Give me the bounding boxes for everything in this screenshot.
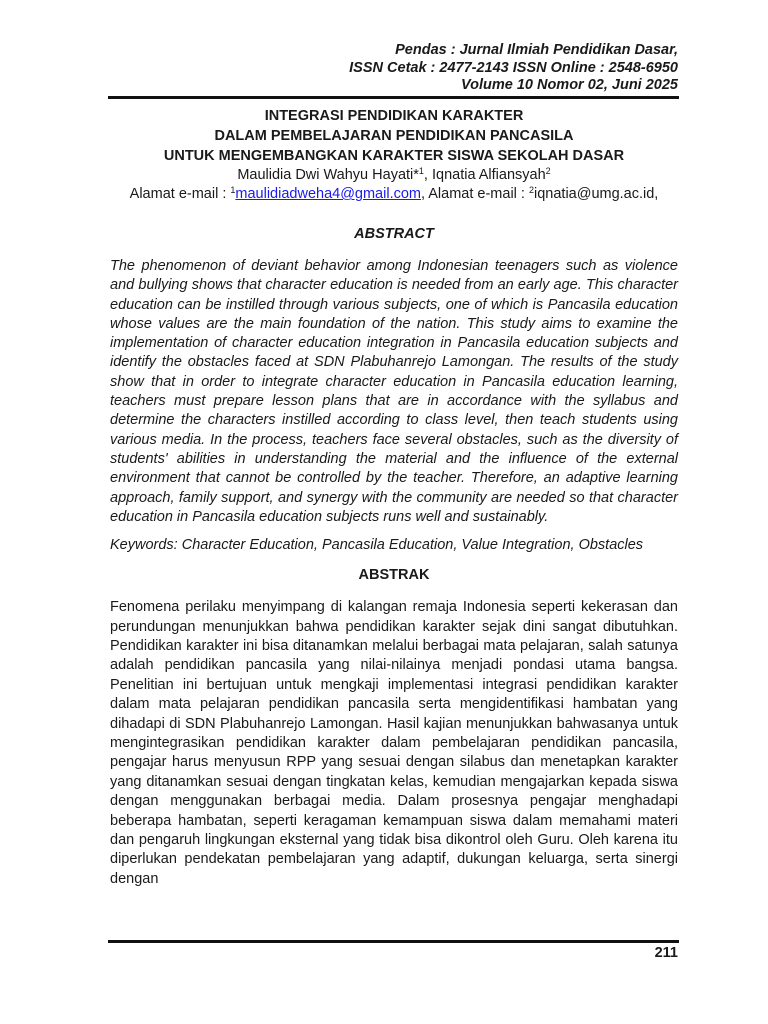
email-1-affiliation: 1 <box>230 185 236 195</box>
email-1-link[interactable]: maulidiadweha4@gmail.com <box>235 186 421 202</box>
journal-issn: ISSN Cetak : 2477-2143 ISSN Online : 2548-6950 <box>349 59 678 76</box>
abstract-body: The phenomenon of deviant behavior among Indonesian teenagers such as violence and bullying shows that character education is needed from an early age. This character education can be instilled through various subjects, one of which is Pancasila education whose values are the main foundation of the nation. This study aims to examine the implementation of character education integration in Pancasila education subjects and identify the obstacles faced at SDN Plabuhanrejo Lamongan. The results of the study show that in order to integrate character education in Pancasila education learning, teachers must prepare lesson plans that are in accordance with the syllabus and determine the characters instilled according to class level, then teach students using various media. In the process, teachers face several obstacles, such as the diversity of students' abilities in understanding the material and the influence of the external environment that cannot be controlled by the teacher. Therefore, an adaptive learning approach, family support, and synergy with the community are needed so that character education in Pancasila education subjects runs well and sustainably. <box>110 258 678 525</box>
author-separator: , <box>423 167 432 183</box>
journal-header <box>349 42 678 95</box>
email-1-label: Alamat e-mail : <box>129 186 231 202</box>
title-line-3: UNTUK MENGEMBANGKAN KARAKTER SISWA SEKOLAH DASAR <box>163 148 625 164</box>
abstrak-heading: ABSTRAK <box>358 567 430 584</box>
author-1-name: Maulidia Dwi Wahyu Hayati* <box>237 167 419 183</box>
author-2-name: Iqnatia Alfiansyah <box>431 167 546 183</box>
title-line-2: DALAM PEMBELAJARAN PENDIDIKAN PANCASILA <box>214 128 574 144</box>
author-emails <box>110 185 678 204</box>
author-2-affiliation: 2 <box>545 166 551 176</box>
abstract-keywords: Keywords: Character Education, Pancasila Education, Value Integration, Obstacles <box>110 537 644 554</box>
author-list <box>110 166 678 185</box>
email-2-affiliation: 2 <box>528 185 534 195</box>
author-1-affiliation: 1 <box>418 166 424 176</box>
footer-divider <box>108 940 679 943</box>
article-content <box>110 104 678 889</box>
abstract-heading: ABSTRACT <box>354 226 434 242</box>
email-2-address: iqnatia@umg.ac.id, <box>534 186 659 202</box>
title-line-1: INTEGRASI PENDIDIKAN KARAKTER <box>264 108 524 124</box>
header-divider <box>108 96 679 99</box>
abstrak-body: Fenomena perilaku menyimpang di kalangan remaja Indonesia seperti kekerasan dan perundungan menunjukkan bahwa pendidikan karakter sejak dini sangat dibutuhkan. Pendidikan karakter ini bisa ditanamkan melalui berbagai mata pelajaran, salah satunya adalah pendidikan pancasila yang nilai-nilainya menjadi pondasi utama bangsa. Penelitian ini bertujuan untuk mengkaji implementasi integrasi pendidikan karakter dalam mata pelajaran pendidikan pancasila serta mengidentifikasi hambatan yang dihadapi di SDN Plabuhanrejo Lamongan. Hasil kajian menunjukkan bahwasanya untuk mengintegrasikan pendidikan karakter dalam pembelajaran pendidikan pancasila, pengajar harus menyusun RPP yang sesuai dengan silabus dan menetapkan karakter yang ditanamkan sesuai dengan tingkatan kelas, kemudian mengajarkan kepada siswa dengan menggunakan berbagai media. Dalam prosesnya pengajar menghadapi beberapa hambatan, seperti keragaman kemampuan siswa dalam memahami materi dan pengaruh lingkungan eksternal yang tidak bisa dikontrol oleh Guru. Oleh karena itu diperlukan pendekatan pembelajaran yang adaptif, dukungan keluarga, serta sinergi dengan <box>110 599 678 887</box>
email-2-label: , Alamat e-mail : <box>421 186 529 202</box>
page-number: 211 <box>654 945 678 961</box>
article-title <box>110 106 678 166</box>
journal-volume: Volume 10 Nomor 02, Juni 2025 <box>460 77 678 93</box>
journal-name: Pendas : Jurnal Ilmiah Pendidikan Dasar, <box>395 42 678 58</box>
